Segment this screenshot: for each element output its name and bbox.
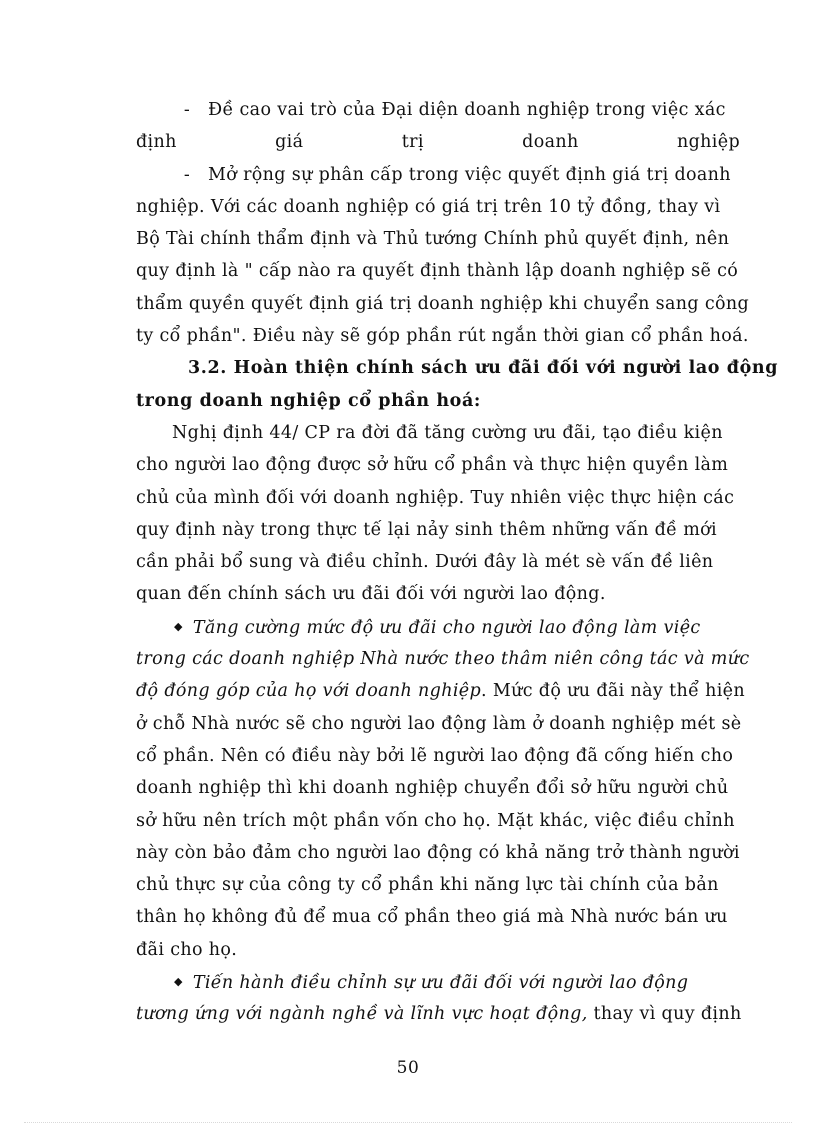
paragraph-line-3: chủ của mình đối với doanh nghiệp. Tuy nhiên việc thực hiện các — [136, 487, 735, 508]
body-text — [136, 94, 779, 1031]
bullet-1-line-11: đãi cho họ. — [136, 939, 238, 960]
diamond-bullet-icon: ◆ — [174, 619, 183, 633]
bullet-text: thay vì quy định — [587, 1004, 742, 1025]
bullet-italic-text: tương ứng với ngành nghề và lĩnh vực hoạt động, — [136, 1004, 588, 1025]
paragraph-line-2: cho người lao động được sở hữu cổ phần và thực hiện quyền làm — [136, 455, 729, 476]
dash-bullet: - — [183, 100, 191, 120]
bullet-2-line-1 — [136, 966, 740, 998]
list-item-text: Mở rộng sự phân cấp trong việc quyết định giá trị doanh — [208, 164, 731, 185]
bullet-1-line-2: trong các doanh nghiệp Nhà nước theo thâm niên công tác và mức — [136, 649, 750, 670]
list-item-2-line-4: quy định là " cấp nào ra quyết định thành lập doanh nghiệp sẽ có — [136, 261, 739, 282]
paragraph-line-5: cần phải bổ sung và điều chỉnh. Dưới đây là mét sè vấn đề liên — [136, 552, 714, 573]
list-item-2-line-2: nghiệp. Với các doanh nghiệp có giá trị trên 10 tỷ đồng, thay vì — [136, 196, 721, 217]
paragraph-line-6: quan đến chính sách ưu đãi đối với người lao động. — [136, 584, 606, 605]
list-item-2-line-3: Bộ Tài chính thẩm định và Thủ tướng Chính phủ quyết định, nên — [136, 229, 730, 250]
paragraph-line-1: Nghị định 44/ CP ra đời đã tăng cường ưu đãi, tạo điều kiện — [172, 422, 723, 443]
bullet-text: Tiến hành điều chỉnh sự ưu đãi đối với người lao động — [192, 973, 689, 994]
list-item-1-line-1 — [136, 94, 740, 126]
bullet-1-line-7: sở hữu nên trích một phần vốn cho họ. Mặt khác, việc điều chỉnh — [136, 810, 735, 831]
dash-bullet: - — [183, 164, 191, 185]
bullet-2-line-2 — [136, 998, 740, 1030]
paragraph-line-4: quy định này trong thực tế lại nảy sinh thêm những vấn đề mới — [136, 519, 717, 540]
bullet-text: Tăng cường mức độ ưu đãi cho người lao động làm việc — [192, 617, 701, 638]
bullet-1-line-6: doanh nghiệp thì khi doanh nghiệp chuyển đổi sở hữu người chủ — [136, 778, 729, 799]
list-item-text: Đề cao vai trò của Đại diện doanh nghiệp trong việc xác — [208, 100, 726, 120]
list-item-2-line-6: ty cổ phần". Điều này sẽ góp phần rút ngắn thời gian cổ phần hoá. — [136, 326, 749, 347]
section-heading-line-2: trong doanh nghiệp cổ phần hoá: — [136, 390, 481, 411]
bullet-1-line-5: cổ phần. Nên có điều này bởi lẽ người lao động đã cống hiến cho — [136, 745, 734, 766]
bullet-1-line-8: này còn bảo đảm cho người lao động có khả năng trở thành người — [136, 842, 740, 863]
bullet-1-line-10: thân họ không đủ để mua cổ phần theo giá mà Nhà nước bán ưu — [136, 907, 728, 928]
bullet-1-line-9: chủ thực sự của công ty cổ phần khi năng lực tài chính của bản — [136, 875, 719, 896]
list-item-2-line-5: thẩm quyền quyết định giá trị doanh nghiệp khi chuyển sang công — [136, 293, 750, 314]
section-heading-line-1: 3.2. Hoàn thiện chính sách ưu đãi đối với người lao động — [188, 358, 779, 379]
list-item-1-line-2: định giá trị doanh nghiệp — [136, 132, 740, 153]
diamond-bullet-icon: ◆ — [174, 975, 183, 989]
bullet-italic-text: độ đóng góp của họ với doanh nghiệp — [136, 681, 482, 702]
bullet-1-line-4: ở chỗ Nhà nước sẽ cho người lao động làm ở doanh nghiệp mét sè — [136, 713, 742, 734]
list-item-2-line-1 — [136, 159, 740, 191]
bullet-text: . Mức độ ưu đãi này thể hiện — [481, 681, 745, 702]
bullet-1-line-3 — [136, 675, 745, 707]
bullet-1-line-1 — [136, 611, 740, 643]
page-number: 50 — [396, 1058, 420, 1078]
